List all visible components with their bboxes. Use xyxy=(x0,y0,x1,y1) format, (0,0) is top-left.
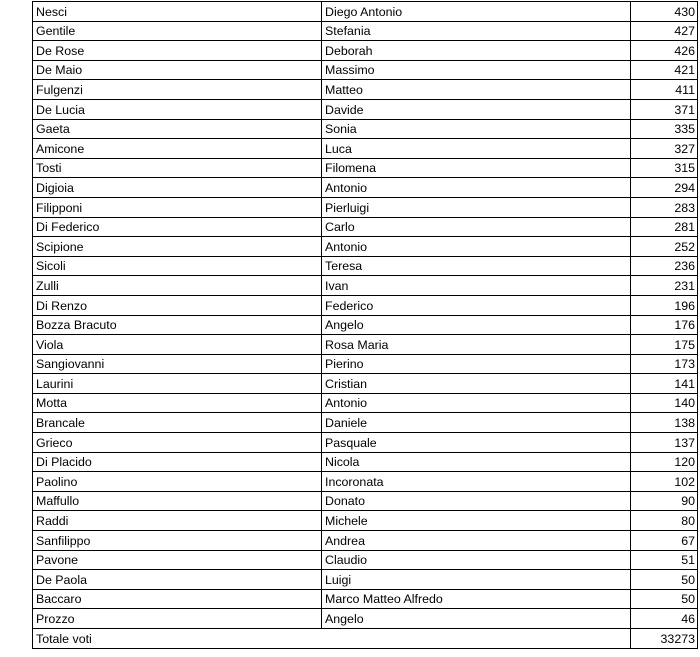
table-row xyxy=(33,393,698,413)
candidate-first-name: Pasquale xyxy=(322,433,631,453)
candidate-first-name: Deborah xyxy=(322,41,631,61)
candidate-first-name: Antonio xyxy=(322,237,631,257)
candidate-surname: Prozzo xyxy=(33,609,322,629)
candidate-surname: Sicoli xyxy=(33,256,322,276)
candidate-first-name: Donato xyxy=(322,491,631,511)
candidate-first-name: Federico xyxy=(322,295,631,315)
candidate-first-name: Matteo xyxy=(322,80,631,100)
table-row xyxy=(33,158,698,178)
candidate-votes: 283 xyxy=(631,197,698,217)
candidate-votes: 426 xyxy=(631,41,698,61)
candidate-votes: 140 xyxy=(631,393,698,413)
candidate-votes: 236 xyxy=(631,256,698,276)
candidate-first-name: Massimo xyxy=(322,60,631,80)
table-row xyxy=(33,178,698,198)
table-row xyxy=(33,354,698,374)
table-row xyxy=(33,21,698,41)
table-row xyxy=(33,374,698,394)
candidate-surname: Gentile xyxy=(33,21,322,41)
candidate-votes: 196 xyxy=(631,295,698,315)
candidate-first-name: Stefania xyxy=(322,21,631,41)
table-row xyxy=(33,315,698,335)
candidate-first-name: Davide xyxy=(322,99,631,119)
total-votes: 33273 xyxy=(631,629,698,649)
candidate-votes: 138 xyxy=(631,413,698,433)
table-row xyxy=(33,531,698,551)
table-row xyxy=(33,335,698,355)
candidate-surname: Bozza Bracuto xyxy=(33,315,322,335)
table-row xyxy=(33,295,698,315)
candidate-votes-table xyxy=(32,1,698,649)
table-row xyxy=(33,41,698,61)
candidate-first-name: Luca xyxy=(322,139,631,159)
candidate-first-name: Claudio xyxy=(322,550,631,570)
candidate-first-name: Sonia xyxy=(322,119,631,139)
candidate-votes: 102 xyxy=(631,472,698,492)
candidate-first-name: Daniele xyxy=(322,413,631,433)
candidate-first-name: Carlo xyxy=(322,217,631,237)
table-row xyxy=(33,413,698,433)
table-row xyxy=(33,276,698,296)
candidate-surname: Motta xyxy=(33,393,322,413)
table-row xyxy=(33,452,698,472)
candidate-surname: Nesci xyxy=(33,2,322,22)
candidate-surname: Zulli xyxy=(33,276,322,296)
candidate-votes: 421 xyxy=(631,60,698,80)
total-label: Totale voti xyxy=(33,629,631,649)
candidate-first-name: Cristian xyxy=(322,374,631,394)
table-row xyxy=(33,119,698,139)
candidate-surname: Fulgenzi xyxy=(33,80,322,100)
candidate-votes: 50 xyxy=(631,589,698,609)
candidate-surname: De Paola xyxy=(33,570,322,590)
candidate-surname: Gaeta xyxy=(33,119,322,139)
candidate-votes: 294 xyxy=(631,178,698,198)
table-row xyxy=(33,99,698,119)
table-row xyxy=(33,237,698,257)
table-row xyxy=(33,433,698,453)
candidate-surname: Pavone xyxy=(33,550,322,570)
candidate-votes: 315 xyxy=(631,158,698,178)
table-row xyxy=(33,570,698,590)
total-row xyxy=(33,629,698,649)
candidate-surname: De Lucia xyxy=(33,99,322,119)
candidate-first-name: Nicola xyxy=(322,452,631,472)
table-row xyxy=(33,139,698,159)
candidate-votes: 335 xyxy=(631,119,698,139)
table-row xyxy=(33,609,698,629)
candidate-surname: Sangiovanni xyxy=(33,354,322,374)
candidate-surname: Tosti xyxy=(33,158,322,178)
table-row xyxy=(33,491,698,511)
candidate-first-name: Filomena xyxy=(322,158,631,178)
candidate-first-name: Luigi xyxy=(322,570,631,590)
candidate-first-name: Andrea xyxy=(322,531,631,551)
table-row xyxy=(33,217,698,237)
table-row xyxy=(33,256,698,276)
candidate-votes: 175 xyxy=(631,335,698,355)
table-row xyxy=(33,472,698,492)
candidate-votes: 427 xyxy=(631,21,698,41)
candidate-first-name: Michele xyxy=(322,511,631,531)
candidate-votes: 51 xyxy=(631,550,698,570)
table-row xyxy=(33,589,698,609)
candidate-votes: 231 xyxy=(631,276,698,296)
table-row xyxy=(33,60,698,80)
candidate-surname: Di Federico xyxy=(33,217,322,237)
candidate-votes: 141 xyxy=(631,374,698,394)
candidate-surname: Paolino xyxy=(33,472,322,492)
table-row xyxy=(33,197,698,217)
table-row xyxy=(33,80,698,100)
table-body xyxy=(33,2,698,649)
candidate-surname: Brancale xyxy=(33,413,322,433)
candidate-votes: 281 xyxy=(631,217,698,237)
candidate-surname: Grieco xyxy=(33,433,322,453)
candidate-surname: Maffullo xyxy=(33,491,322,511)
candidate-surname: Di Placido xyxy=(33,452,322,472)
candidate-votes: 120 xyxy=(631,452,698,472)
candidate-first-name: Angelo xyxy=(322,315,631,335)
table-row xyxy=(33,2,698,22)
candidate-votes: 67 xyxy=(631,531,698,551)
candidate-votes: 50 xyxy=(631,570,698,590)
vote-results-sheet xyxy=(32,1,697,649)
candidate-votes: 411 xyxy=(631,80,698,100)
candidate-first-name: Pierluigi xyxy=(322,197,631,217)
candidate-first-name: Rosa Maria xyxy=(322,335,631,355)
candidate-first-name: Antonio xyxy=(322,393,631,413)
candidate-votes: 46 xyxy=(631,609,698,629)
candidate-first-name: Diego Antonio xyxy=(322,2,631,22)
candidate-first-name: Ivan xyxy=(322,276,631,296)
candidate-votes: 430 xyxy=(631,2,698,22)
candidate-surname: Di Renzo xyxy=(33,295,322,315)
candidate-surname: Baccaro xyxy=(33,589,322,609)
candidate-votes: 176 xyxy=(631,315,698,335)
candidate-surname: Filipponi xyxy=(33,197,322,217)
candidate-first-name: Teresa xyxy=(322,256,631,276)
candidate-surname: Sanfilippo xyxy=(33,531,322,551)
candidate-votes: 173 xyxy=(631,354,698,374)
candidate-votes: 371 xyxy=(631,99,698,119)
candidate-votes: 327 xyxy=(631,139,698,159)
candidate-first-name: Marco Matteo Alfredo xyxy=(322,589,631,609)
candidate-votes: 90 xyxy=(631,491,698,511)
table-row xyxy=(33,550,698,570)
candidate-first-name: Angelo xyxy=(322,609,631,629)
candidate-votes: 80 xyxy=(631,511,698,531)
candidate-surname: De Maio xyxy=(33,60,322,80)
candidate-first-name: Incoronata xyxy=(322,472,631,492)
candidate-surname: Amicone xyxy=(33,139,322,159)
candidate-surname: De Rose xyxy=(33,41,322,61)
candidate-votes: 252 xyxy=(631,237,698,257)
table-row xyxy=(33,511,698,531)
candidate-surname: Scipione xyxy=(33,237,322,257)
candidate-surname: Viola xyxy=(33,335,322,355)
candidate-first-name: Pierino xyxy=(322,354,631,374)
candidate-surname: Laurini xyxy=(33,374,322,394)
candidate-surname: Digioia xyxy=(33,178,322,198)
candidate-surname: Raddi xyxy=(33,511,322,531)
candidate-first-name: Antonio xyxy=(322,178,631,198)
candidate-votes: 137 xyxy=(631,433,698,453)
